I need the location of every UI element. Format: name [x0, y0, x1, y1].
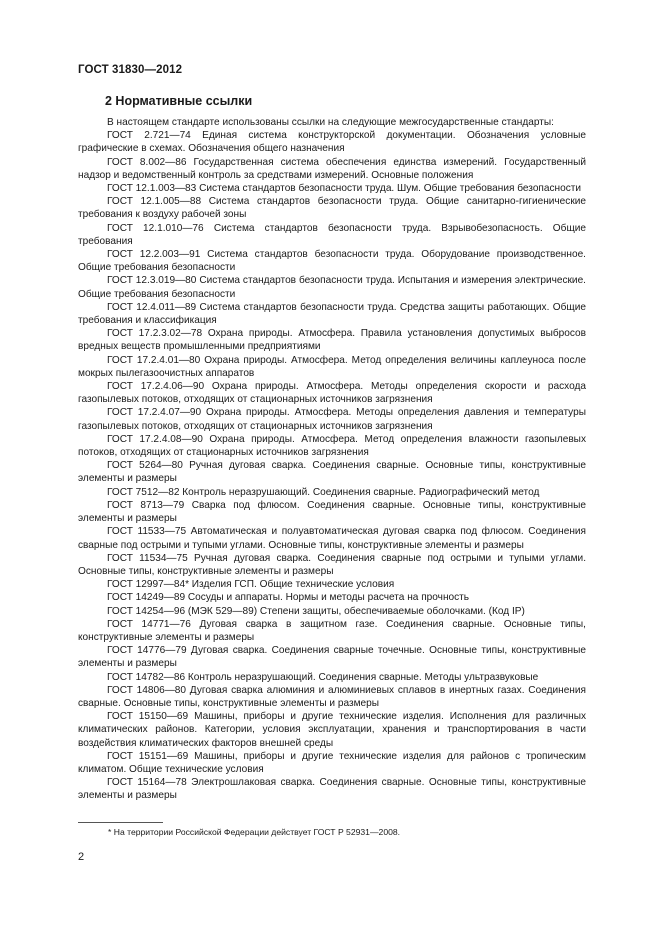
reference-item: ГОСТ 14782—86 Контроль неразрушающий. Соединения сварные. Методы ультразвуковые	[107, 671, 539, 683]
reference-item: ГОСТ 7512—82 Контроль неразрушающий. Соединения сварные. Радиографический метод	[107, 486, 540, 498]
reference-item: ГОСТ 12997—84* Изделия ГСП. Общие технические условия	[107, 579, 395, 591]
footnote: * На территории Российской Федерации действует ГОСТ Р 52931—2008.	[108, 827, 401, 837]
reference-item: ГОСТ 17.2.4.01—80 Охрана природы. Атмосфера. Метод определения величины каплеуноса после мокрых пылегазоочистных аппаратов	[78, 354, 586, 379]
intro-paragraph: В настоящем стандарте использованы ссылки на следующие межгосударственные стандарты:	[107, 117, 554, 128]
reference-item: ГОСТ 14771—76 Дуговая сварка в защитном газе. Соединения сварные. Основные типы, конструктивные элементы и размеры	[78, 618, 586, 643]
reference-item: ГОСТ 5264—80 Ручная дуговая сварка. Соединения сварные. Основные типы, конструктивные элементы и размеры	[78, 460, 586, 485]
reference-item: ГОСТ 12.1.010—76 Система стандартов безопасности труда. Взрывобезопасность. Общие требования	[78, 222, 586, 247]
reference-item: ГОСТ 15150—69 Машины, приборы и другие технические изделия. Исполнения для различных климатических районов. Категории, условия эксплуатации, хранения и транспортирования в части воздействия климатических факторов внешней среды	[78, 711, 586, 749]
page-number: 2	[78, 851, 85, 863]
reference-item: ГОСТ 12.3.019—80 Система стандартов безопасности труда. Испытания и измерения электрические. Общие требования безопасности	[78, 275, 586, 300]
reference-item: ГОСТ 11533—75 Автоматическая и полуавтоматическая дуговая сварка под флюсом. Соединения сварные под острыми и тупыми углами. Основные типы, конструктивные элементы и размеры	[78, 526, 586, 551]
reference-item: ГОСТ 12.2.003—91 Система стандартов безопасности труда. Оборудование производственное. Общие требования безопасности	[78, 249, 586, 274]
reference-item: ГОСТ 11534—75 Ручная дуговая сварка. Соединения сварные под острыми и тупыми углами. Основные типы, конструктивные элементы и размеры	[78, 552, 586, 577]
reference-item: ГОСТ 14806—80 Дуговая сварка алюминия и алюминиевых сплавов в инертных газах. Соединения сварные. Основные типы, конструктивные элементы и размеры	[78, 684, 586, 709]
footnote-divider	[78, 822, 163, 823]
reference-item: ГОСТ 17.2.4.07—90 Охрана природы. Атмосфера. Методы определения давления и температуры газопылевых потоков, отходящих от стационарных источников загрязнения	[78, 407, 586, 432]
reference-item: ГОСТ 17.2.4.08—90 Охрана природы. Атмосфера. Метод определения влажности газопылевых потоков, отходящих от стационарных источников загрязнения	[78, 433, 586, 459]
section-title: 2 Нормативные ссылки	[105, 94, 253, 108]
reference-item: ГОСТ 8.002—86 Государственная система обеспечения единства измерений. Государственный надзор и ведомственный контроль за средствами измерений. Основные положения	[78, 156, 586, 181]
reference-item: ГОСТ 12.4.011—89 Система стандартов безопасности труда. Средства защиты работающих. Общие требования и классификация	[78, 301, 586, 327]
reference-item: ГОСТ 12.1.003—83 Система стандартов безопасности труда. Шум. Общие требования безопасности	[107, 183, 582, 195]
reference-item: ГОСТ 15151—69 Машины, приборы и другие технические изделия для районов с тропическим климатом. Общие технические условия	[78, 750, 586, 775]
reference-item: ГОСТ 15164—78 Электрошлаковая сварка. Соединения сварные. Основные типы, конструктивные элементы и размеры	[78, 777, 586, 802]
reference-item: ГОСТ 14776—79 Дуговая сварка. Соединения сварные точечные. Основные типы, конструктивные элементы и размеры	[78, 645, 586, 670]
reference-item: ГОСТ 14249—89 Сосуды и аппараты. Нормы и методы расчета на прочность	[107, 592, 470, 604]
document-header: ГОСТ 31830—2012	[78, 64, 183, 76]
reference-item: ГОСТ 8713—79 Сварка под флюсом. Соединения сварные. Основные типы, конструктивные элементы и размеры	[78, 499, 586, 525]
references-body	[78, 116, 586, 803]
reference-item: ГОСТ 12.1.005—88 Система стандартов безопасности труда. Общие санитарно-гигиенические требования к воздуху рабочей зоны	[78, 196, 586, 221]
reference-item: ГОСТ 2.721—74 Единая система конструкторской документации. Обозначения условные графические в схемах. Обозначения общего назначения	[78, 130, 586, 155]
reference-item: ГОСТ 17.2.3.02—78 Охрана природы. Атмосфера. Правила установления допустимых выбросов вредных веществ промышленными предприятиями	[78, 328, 586, 353]
reference-item: ГОСТ 17.2.4.06—90 Охрана природы. Атмосфера. Методы определения скорости и расхода газопылевых потоков, отходящих от стационарных источников загрязнения	[78, 381, 586, 406]
reference-item: ГОСТ 14254—96 (МЭК 529—89) Степени защиты, обеспечиваемые оболочками. (Код IP)	[107, 605, 525, 617]
